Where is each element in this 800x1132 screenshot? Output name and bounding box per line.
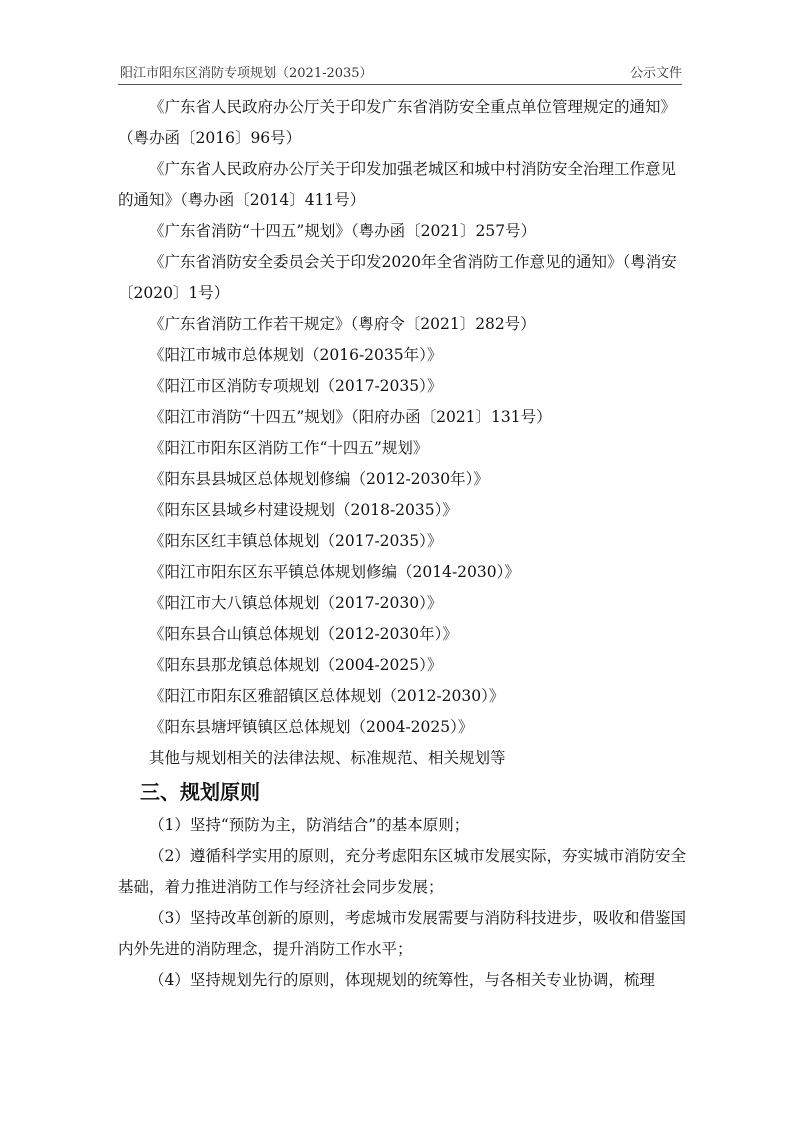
reference-item: 《阳江市消防“十四五”规划》（阳府办函〔2021〕131号）	[149, 408, 552, 426]
principle-item: （4）坚持规划先行的原则，体现规划的统筹性，与各相关专业协调，梳理	[149, 971, 655, 989]
reference-item: 《阳江市阳东区东平镇总体规划修编（2014-2030）》	[149, 563, 520, 581]
page-header	[118, 60, 682, 85]
section-heading: 三、规划原则	[140, 780, 260, 804]
reference-list	[118, 92, 686, 774]
reference-item: 《广东省消防“十四五”规划》（粤办函〔2021〕257号）	[149, 222, 537, 240]
page-content	[118, 92, 686, 996]
reference-item: 《阳江市阳东区消防工作“十四五”规划》	[149, 439, 429, 457]
document-tag: 公示文件	[629, 66, 682, 81]
reference-item: 《阳江市城市总体规划（2016-2035年）》	[149, 346, 443, 364]
reference-item: 《阳东县县城区总体规划修编（2012-2030年）》	[149, 470, 489, 488]
principle-item: （1）坚持“预防为主，防消结合”的基本原则；	[149, 816, 470, 834]
reference-item: 《广东省人民政府办公厅关于印发广东省消防安全重点单位管理规定的通知》（粤办函〔2016〕96号）	[118, 98, 677, 147]
document-title: 阳江市阳东区消防专项规划（2021-2035）	[120, 66, 373, 81]
reference-item: 《阳东县那龙镇总体规划（2004-2025）》	[149, 656, 443, 674]
reference-item: 《阳东区红丰镇总体规划（2017-2035）》	[149, 532, 443, 550]
reference-item: 《阳江市阳东区雅韶镇区总体规划（2012-2030）》	[149, 687, 505, 705]
reference-item: 《广东省消防安全委员会关于印发2020年全省消防工作意见的通知》（粤消安〔2020〕1号）	[118, 253, 677, 302]
reference-item: 《阳东县塘坪镇镇区总体规划（2004-2025）》	[149, 718, 474, 736]
reference-item: 其他与规划相关的法律法规、标准规范、相关规划等	[149, 749, 506, 767]
principle-item: （3）坚持改革创新的原则，考虑城市发展需要与消防科技进步，吸收和借鉴国内外先进的消防理念，提升消防工作水平；	[118, 909, 686, 958]
principle-item: （2）遵循科学实用的原则，充分考虑阳东区城市发展实际，夯实城市消防安全基础，着力推进消防工作与经济社会同步发展；	[118, 847, 686, 896]
reference-item: 《阳江市大八镇总体规划（2017-2030）》	[149, 594, 443, 612]
reference-item: 《阳东县合山镇总体规划（2012-2030年）》	[149, 625, 458, 643]
reference-item: 《广东省消防工作若干规定》（粤府令〔2021〕282号）	[149, 315, 536, 333]
reference-item: 《阳江市区消防专项规划（2017-2035）》	[149, 377, 443, 395]
reference-item: 《广东省人民政府办公厅关于印发加强老城区和城中村消防安全治理工作意见的通知》（粤办函〔2014〕411号）	[118, 160, 677, 209]
principle-list	[118, 810, 686, 996]
reference-item: 《阳东区县域乡村建设规划（2018-2035）》	[149, 501, 458, 519]
